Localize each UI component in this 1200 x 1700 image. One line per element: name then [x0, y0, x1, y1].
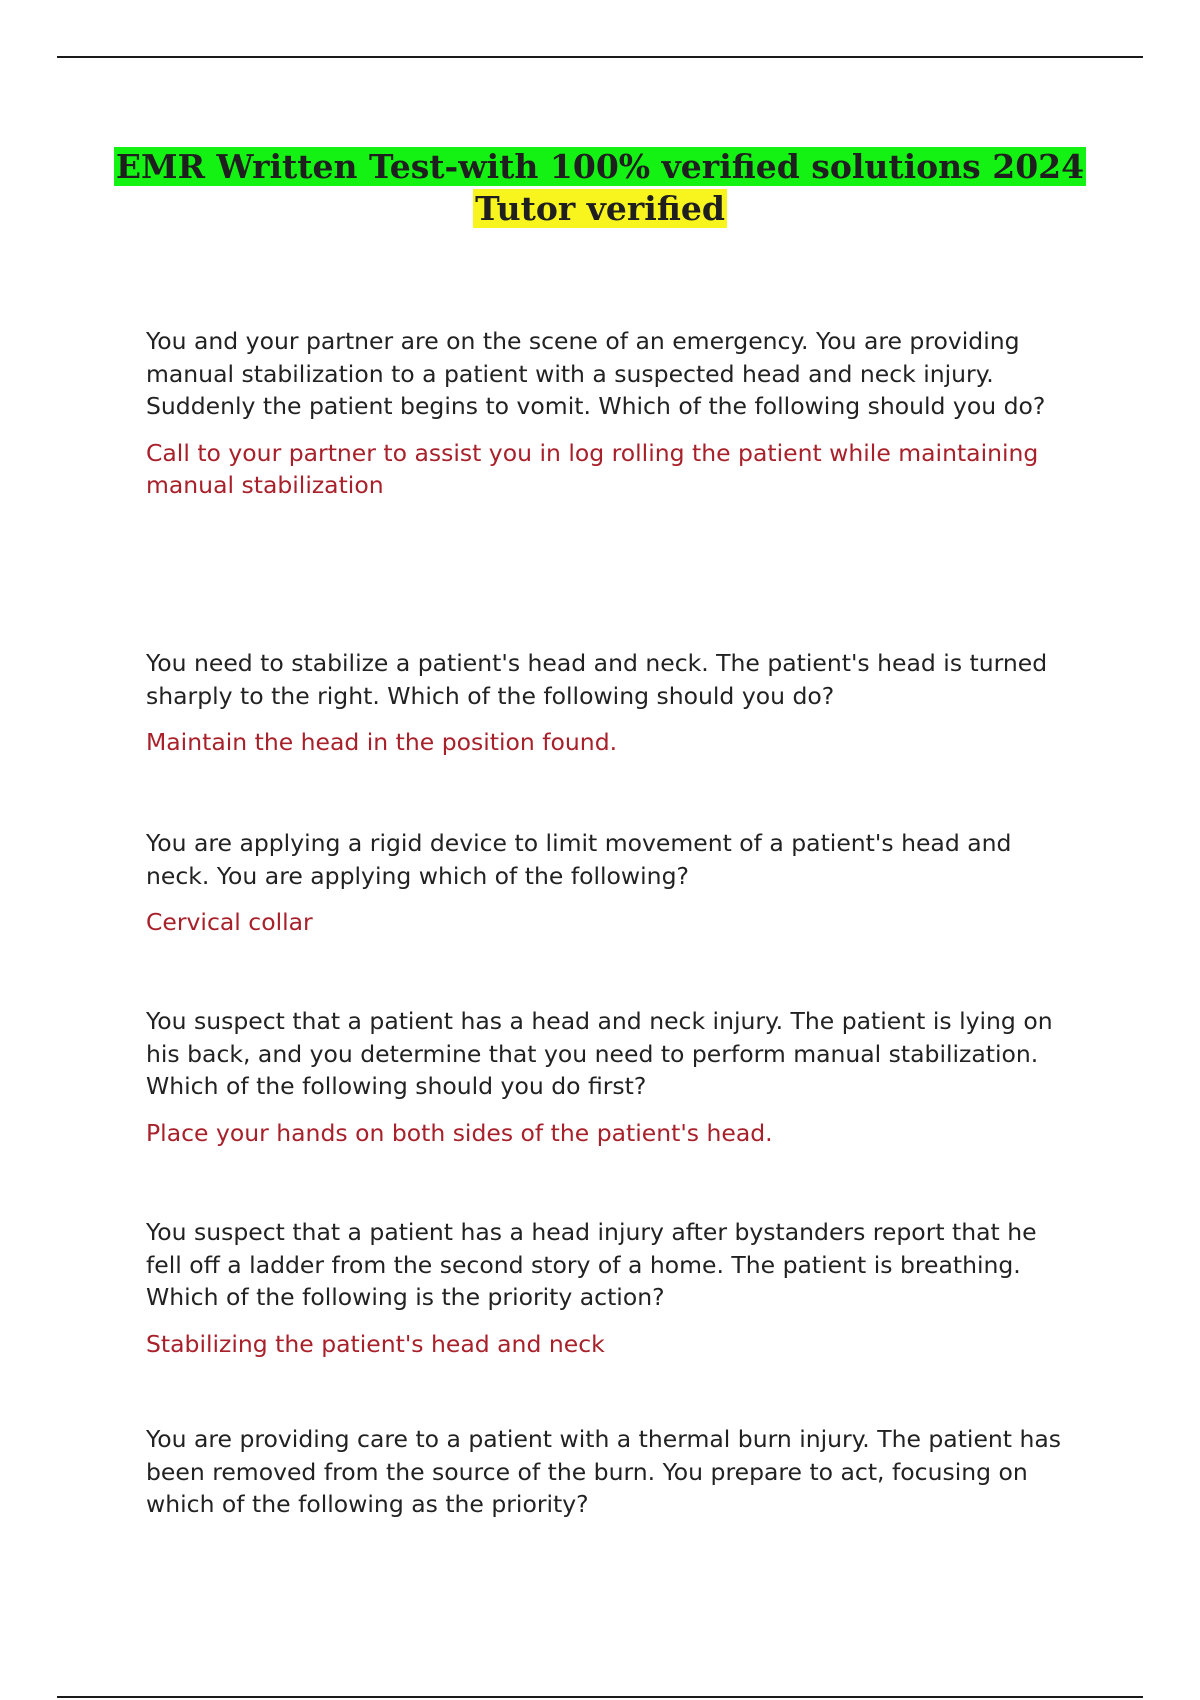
- document-title: [0, 146, 1200, 230]
- question-1: You and your partner are on the scene of an emergency. You are providing manual stabilization to a patient with a suspected head and neck injury. Suddenly the patient begins to vomit. Which of the following should you do?: [146, 327, 1046, 420]
- question-6: You are providing care to a patient with a thermal burn injury. The patient has been removed from the source of the burn. You prepare to act, focusing on which of the following as the priority?: [146, 1425, 1062, 1518]
- header-rule: [57, 56, 1143, 58]
- footer-rule: [57, 1696, 1143, 1698]
- answer-3: Cervical collar: [146, 908, 313, 936]
- answer-4: Place your hands on both sides of the patient's head.: [146, 1118, 773, 1147]
- question-5: You suspect that a patient has a head injury after bystanders report that he fell off a ladder from the second story of a home. The patient is breathing. Which of the following is the priority action?: [146, 1218, 1037, 1311]
- answer-2: Maintain the head in the position found.: [146, 728, 618, 756]
- question-2: You need to stabilize a patient's head and neck. The patient's head is turned sharply to the right. Which of the following should you do?: [146, 649, 1048, 710]
- qa-item-2: [146, 647, 1066, 827]
- answer-1: Call to your partner to assist you in log rolling the patient while maintaining manual stabilization: [146, 438, 1039, 499]
- title-line-1: EMR Written Test-with 100% verified solutions 2024: [115, 147, 1085, 186]
- question-3: You are applying a rigid device to limit movement of a patient's head and neck. You are applying which of the following?: [146, 829, 1012, 890]
- qa-item-3: [146, 827, 1066, 1005]
- qa-item-6: [146, 1423, 1066, 1521]
- question-4: You suspect that a patient has a head and neck injury. The patient is lying on his back, and you determine that you need to perform manual stabilization. Which of the following should you do first?: [146, 1007, 1053, 1100]
- answer-5: Stabilizing the patient's head and neck: [146, 1329, 605, 1358]
- qa-list: [146, 325, 1066, 1521]
- qa-item-1: [146, 325, 1066, 647]
- qa-item-5: [146, 1216, 1066, 1423]
- qa-item-4: [146, 1005, 1066, 1216]
- title-line-2: Tutor verified: [475, 189, 725, 228]
